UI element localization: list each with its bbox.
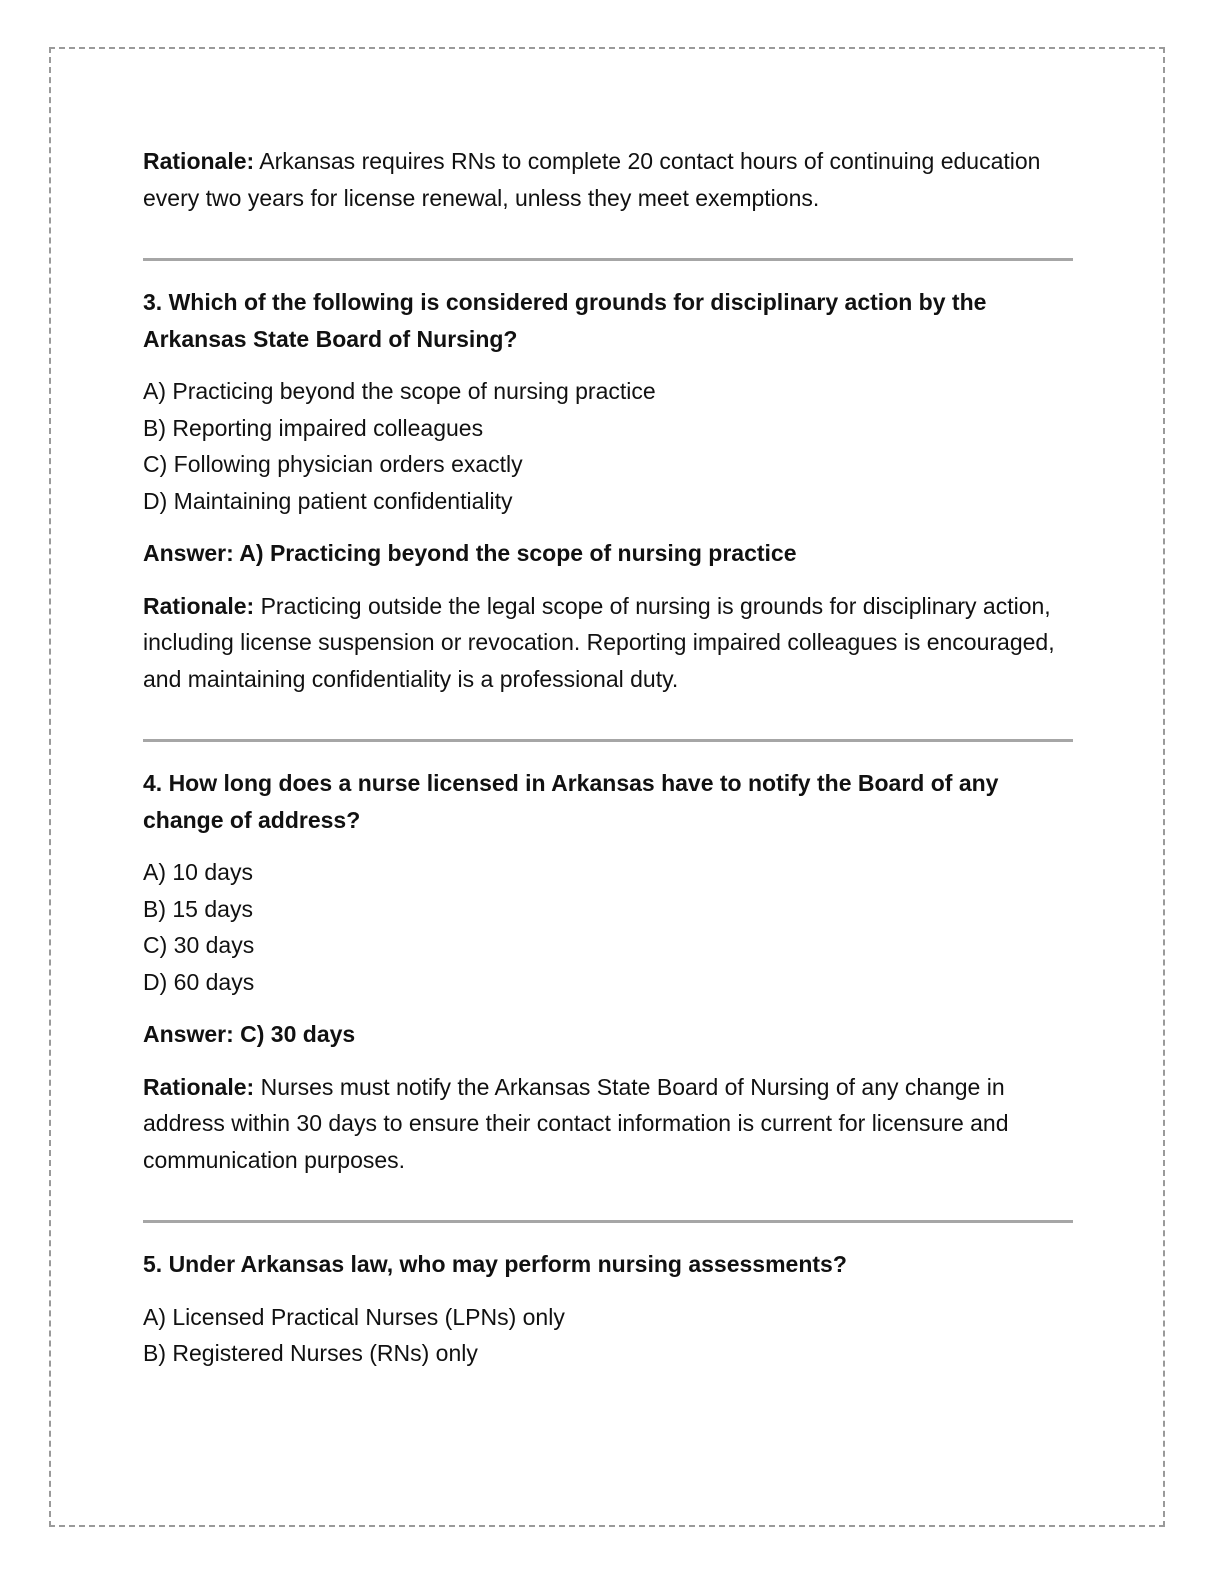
rationale-3 xyxy=(143,588,1073,698)
rationale-text: Practicing outside the legal scope of nursing is grounds for disciplinary action, including license suspension or revocation. Reporting impaired colleagues is encouraged, and maintaining confidentiality is a professional duty. xyxy=(143,592,1055,692)
option-4a: A) 10 days xyxy=(143,859,253,885)
question-4: 4. How long does a nurse licensed in Arkansas have to notify the Board of any change of address? xyxy=(143,770,999,833)
rationale-label: Rationale: xyxy=(143,592,255,619)
options-list-4 xyxy=(143,854,1073,1000)
option-3a: A) Practicing beyond the scope of nursing practice xyxy=(143,378,656,404)
section-divider xyxy=(143,1220,1073,1223)
question-3: 3. Which of the following is considered grounds for disciplinary action by the Arkansas State Board of Nursing? xyxy=(143,289,987,352)
option-5b: B) Registered Nurses (RNs) only xyxy=(143,1340,478,1366)
options-list-3 xyxy=(143,373,1073,519)
option-4b: B) 15 days xyxy=(143,895,253,922)
option-5a: A) Licensed Practical Nurses (LPNs) only xyxy=(143,1303,565,1330)
section-divider xyxy=(143,739,1073,742)
option-4d: D) 60 days xyxy=(143,968,255,995)
rationale-label: Rationale: xyxy=(143,148,255,174)
section-divider xyxy=(143,258,1073,261)
answer-4: Answer: C) 30 days xyxy=(143,1021,356,1047)
rationale-label: Rationale: xyxy=(143,1073,255,1100)
options-list-5 xyxy=(143,1299,1073,1372)
rationale-paragraph xyxy=(143,143,1073,216)
option-4c: C) 30 days xyxy=(143,932,255,958)
answer-3: Answer: A) Practicing beyond the scope of nursing practice xyxy=(143,540,797,566)
option-3b: B) Reporting impaired colleagues xyxy=(143,414,484,441)
document-content xyxy=(143,143,1073,1372)
rationale-text: Nurses must notify the Arkansas State Board of Nursing of any change in address within 30 days to ensure their contact information is current for licensure and communication purposes. xyxy=(143,1073,1009,1173)
option-3c: C) Following physician orders exactly xyxy=(143,451,523,477)
option-3d: D) Maintaining patient confidentiality xyxy=(143,487,513,514)
question-5: 5. Under Arkansas law, who may perform nursing assessments? xyxy=(143,1251,847,1277)
rationale-text: Arkansas requires RNs to complete 20 contact hours of continuing education every two years for license renewal, unless they meet exemptions. xyxy=(143,148,1041,211)
rationale-4 xyxy=(143,1069,1073,1179)
